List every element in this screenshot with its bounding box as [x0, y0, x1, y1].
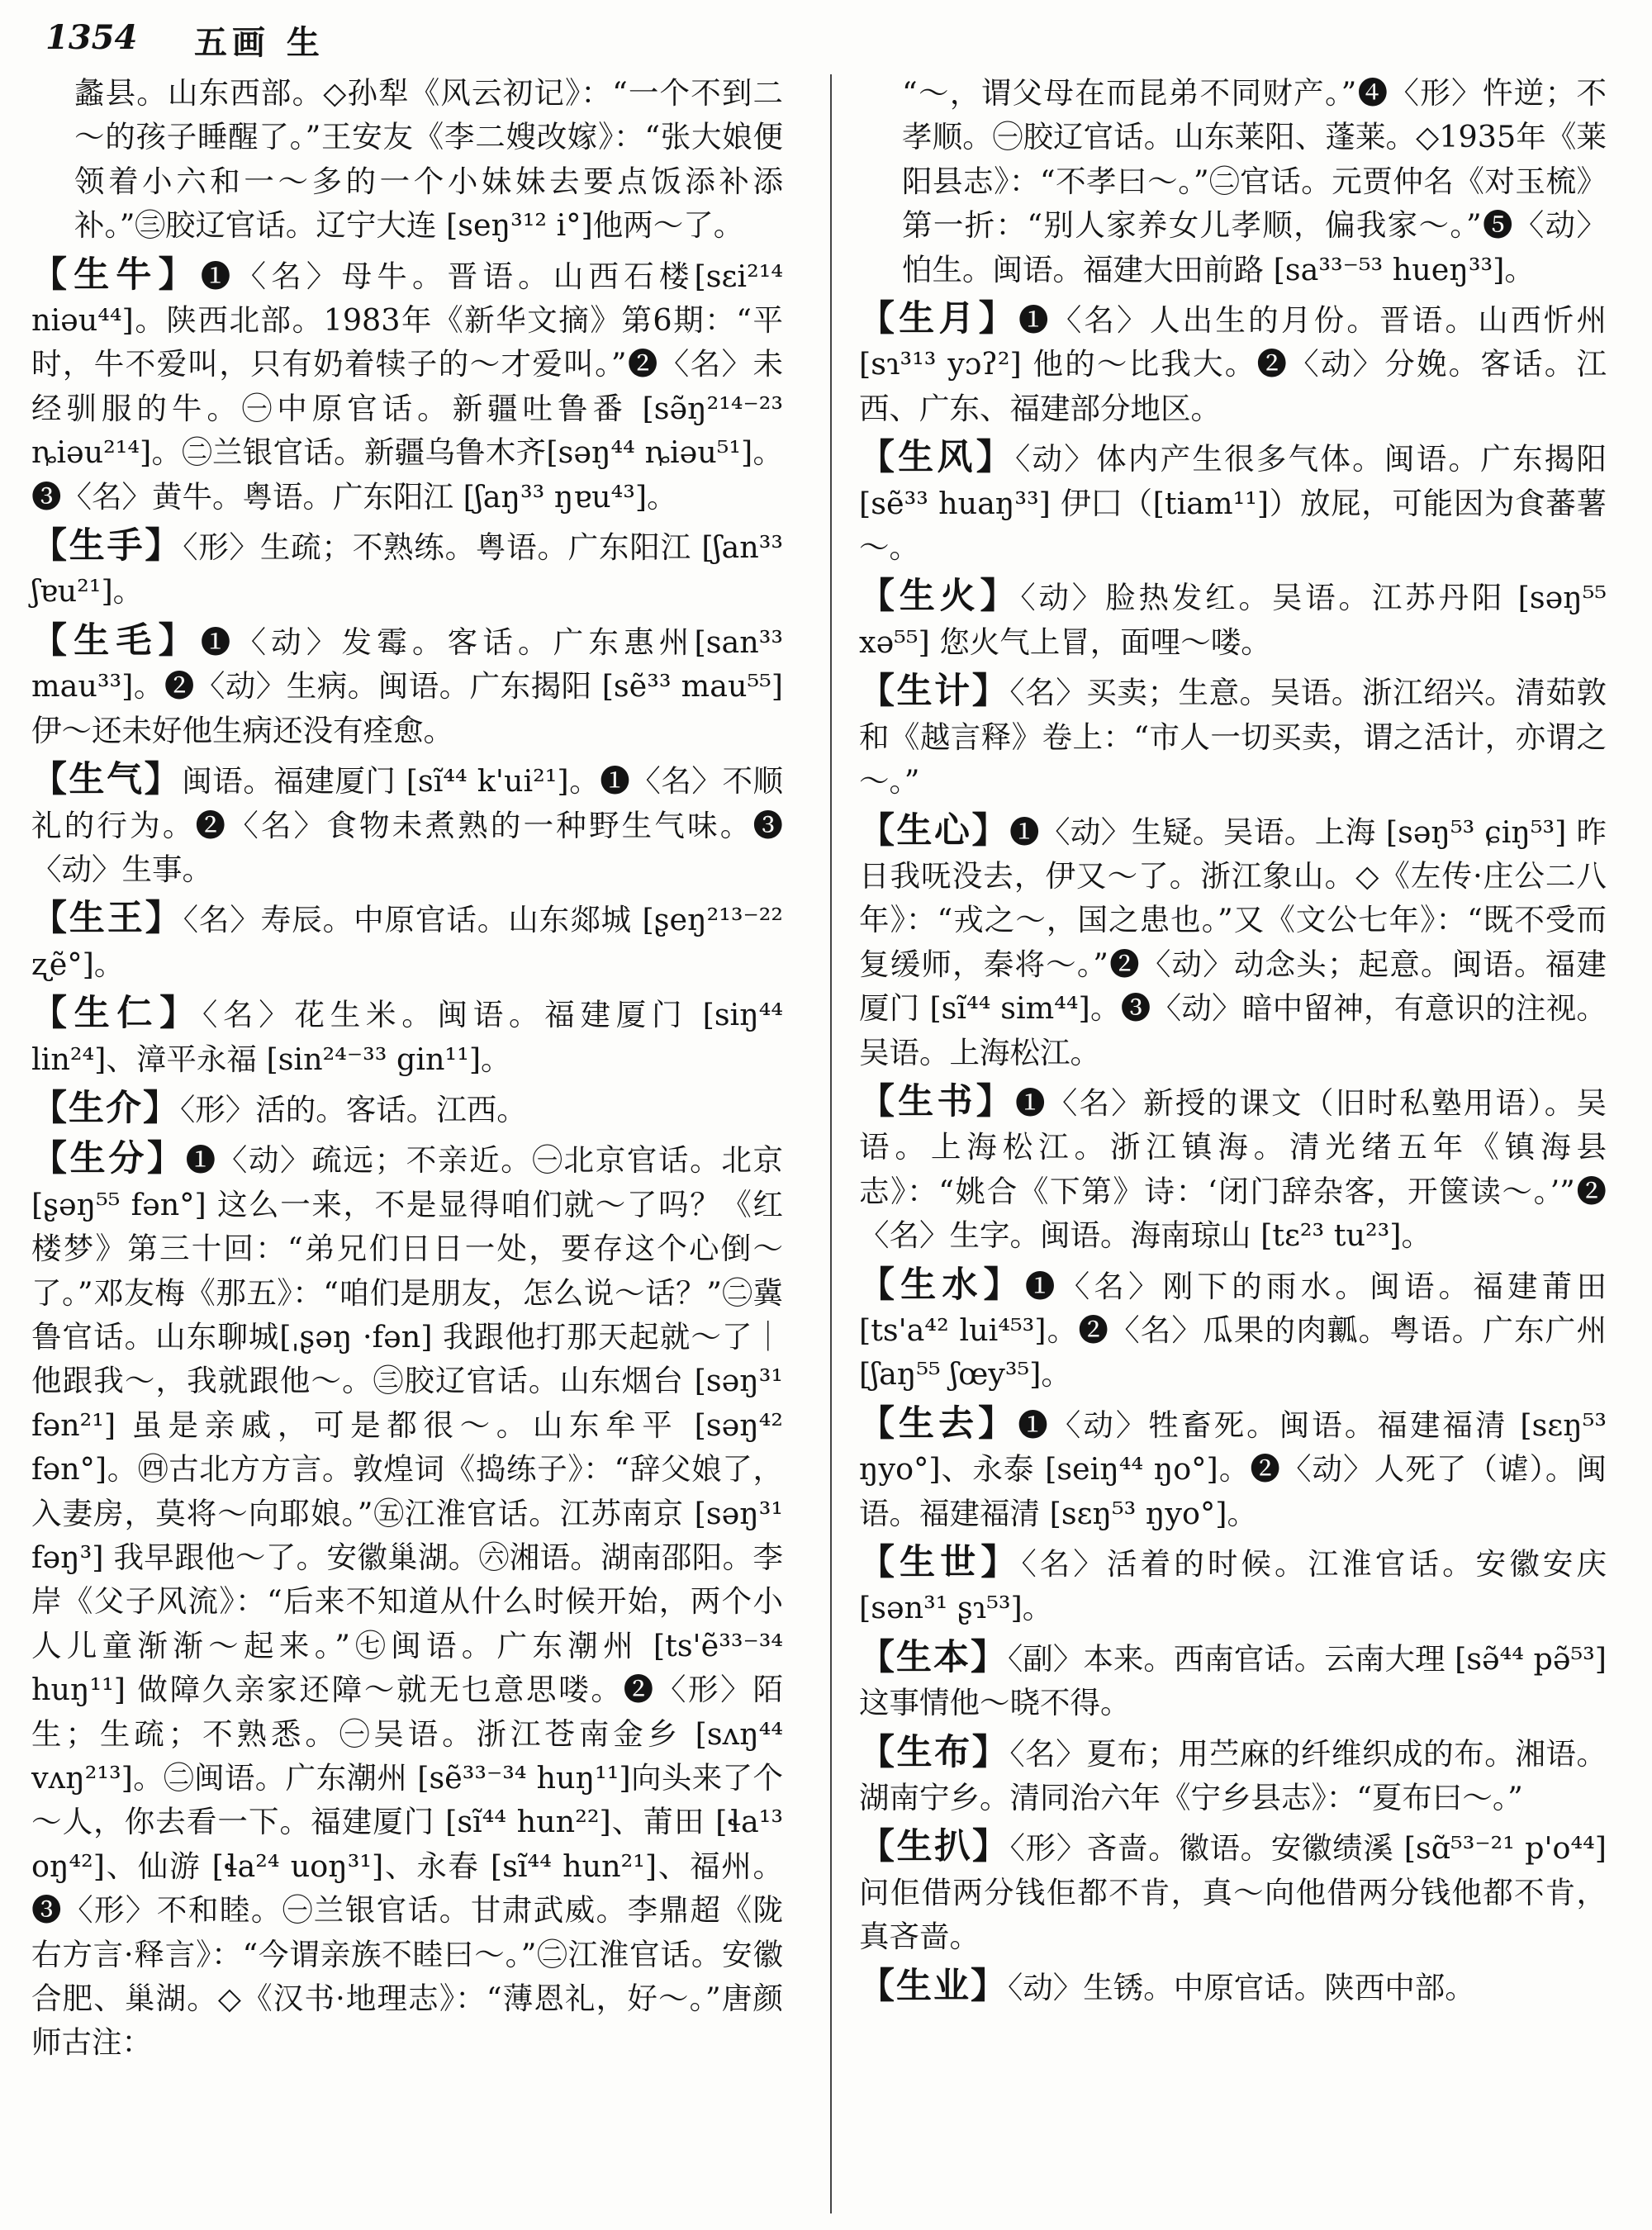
dictionary-entry	[859, 575, 1607, 664]
definition: 〈名〉买卖；生意。吴语。浙江绍兴。清茹敦和《越言释》卷上：“市人一切买卖，谓之活计，亦谓之～。”	[859, 675, 1607, 799]
headword: 【生书】	[859, 1080, 1016, 1122]
dictionary-entry	[859, 1264, 1607, 1397]
headword: 【生布】	[859, 1731, 1010, 1773]
headword: 【生本】	[859, 1636, 1009, 1678]
dictionary-entry	[31, 992, 783, 1081]
dictionary-entry	[859, 1080, 1607, 1258]
definition: 〈动〉体内产生很多气体。闽语。广东揭阳 [sẽ³³ huaŋ³³] 伊囗（[tiam¹¹]）放屁，可能因为食蕃薯～。	[859, 441, 1607, 566]
definition: ❶〈动〉生疑。吴语。上海 [səŋ⁵³ ɕiŋ⁵³] 昨日我呒没去，伊又～了。浙江象山。◇《左传·庄公二八年》：“戎之～，国之患也。”又《文公七年》：“既不受而复缓师，秦将～。”❷〈动〉动念头；起意。闽语。福建厦门 [sĩ⁴⁴ sim⁴⁴]。❸〈动〉暗中留神，有意识的注视。吴语。上海松江。	[859, 814, 1607, 1070]
headword: 【生风】	[859, 437, 1016, 479]
definition: 闽语。福建厦门 [sĩ⁴⁴ k'ui²¹]。❶〈名〉不顺礼的行为。❷〈名〉食物未煮熟的一种野生气味。❸〈动〉生事。	[31, 763, 784, 887]
dictionary-entry	[859, 809, 1607, 1075]
dictionary-entry	[859, 1825, 1607, 1958]
dictionary-entry	[859, 1402, 1607, 1535]
continued-entry	[859, 71, 1607, 292]
definition: 〈名〉夏布；用苎麻的纤维织成的布。湘语。湖南宁乡。清同治六年《宁乡县志》：“夏布曰～。”	[859, 1735, 1607, 1816]
definition: 〈动〉生锈。中原官话。陕西中部。	[1008, 1969, 1475, 2005]
definition: 〈名〉寿辰。中原官话。山东郯城 [ʂeŋ²¹³⁻²² ʐẽ°]。	[31, 902, 784, 982]
dictionary-entry	[859, 670, 1607, 803]
headword: 【生扒】	[859, 1826, 1010, 1868]
column-divider	[830, 74, 832, 2213]
definition: 〈动〉脸热发红。吴语。江苏丹阳 [səŋ⁵⁵ xə⁵⁵] 您火气上冒，面哩～喽。	[859, 580, 1607, 660]
headword: 【生心】	[859, 809, 1009, 852]
definition: 〈副〉本来。西南官话。云南大理 [sə̃⁴⁴ pə̃⁵³] 这事情他～晓不得。	[859, 1640, 1607, 1721]
dictionary-entry	[31, 897, 783, 986]
dictionary-entry	[859, 297, 1607, 430]
definition: 〈形〉活的。客话。江西。	[180, 1091, 527, 1127]
headword: 【生计】	[859, 671, 1010, 713]
dictionary-entry	[31, 1137, 783, 2065]
section-heading: 五画 生	[194, 23, 325, 62]
definition: ❶〈动〉发霉。客话。广东惠州[san³³ mau³³]。❷〈动〉生病。闽语。广东揭阳 [sẽ³³ mau⁵⁵] 伊～还未好他生病还没有痊愈。	[31, 624, 783, 748]
page-number: 1354	[45, 18, 138, 57]
right-column	[859, 71, 1607, 2015]
continued-entry	[31, 71, 783, 248]
headword: 【生牛】	[31, 254, 201, 296]
definition: ❶〈动〉疏远；不亲近。㊀北京官话。北京 [ʂəŋ⁵⁵ fən°] 这么一来，不是显得咱们就～了吗？《红楼梦》第三十回：“弟兄们日日一处，要存这个心倒～了。”邓友梅《那五》：“咱们是朋友，怎么说～话？”㊁冀鲁官话。山东聊城[ˌʂəŋ ·fən] 我跟他打那天起就～了｜他跟我～，我就跟他～。㊂胶辽官话。山东烟台 [səŋ³¹ fən²¹] 虽是亲戚，可是都很～。山东牟平 [səŋ⁴² fən°]。㊃古北方方言。敦煌词《捣练子》：“辞父娘了，入妻房，莫将～向耶娘。”㊄江淮官话。江苏南京 [səŋ³¹ fəŋ³] 我早跟他～了。安徽巢湖。㊅湘语。湖南邵阳。李岸《父子风流》：“后来不知道从什么时候开始，两个小人儿童渐渐～起来。”㊆闽语。广东潮州 [ts'ẽ³³⁻³⁴ huŋ¹¹] 做障久亲家还障～就无乜意思喽。❷〈形〉陌生；生疏；不熟悉。㊀吴语。浙江苍南金乡 [sʌŋ⁴⁴ vʌŋ²¹³]。㊁闽语。广东潮州 [sẽ³³⁻³⁴ huŋ¹¹]向头来了个～人，你去看一下。福建厦门 [sĩ⁴⁴ hun²²]、莆田 [ɬa¹³ oŋ⁴²]、仙游 [ɬa²⁴ uoŋ³¹]、永春 [sĩ⁴⁴ hun²¹]、福州。❸〈形〉不和睦。㊀兰银官话。甘肃武威。李鼎超《陇右方言·释言》：“今谓亲族不睦曰～。”㊁江淮官话。安徽合肥、巢湖。◇《汉书·地理志》：“薄恩礼，好～。”唐颜师古注：	[31, 1142, 784, 2061]
headword: 【生气】	[31, 759, 183, 801]
definition: ❶〈动〉牲畜死。闽语。福建福清 [sɛŋ⁵³ ŋyo°]、永泰 [seiŋ⁴⁴ ŋo°]。❷〈动〉人死了（谑）。闽语。福建福清 [sɛŋ⁵³ ŋyo°]。	[859, 1407, 1607, 1531]
headword: 【生去】	[859, 1402, 1018, 1445]
headword: 【生王】	[31, 898, 183, 940]
definition: 蠡县。山东西部。◇孙犁《风云初记》：“一个不到二～的孩子睡醒了。”王安友《李二嫂改嫁》：“张大娘便领着小六和一～多的一个小妹妹去要点饭添补添补。”㊂胶辽官话。辽宁大连 [seŋ³¹² i°]他两～了。	[74, 75, 783, 244]
dictionary-entry	[31, 524, 783, 614]
headword: 【生业】	[859, 1965, 1008, 2007]
dictionary-entry	[31, 254, 783, 519]
dictionary-entry	[31, 619, 783, 752]
definition: ❶〈名〉母牛。晋语。山西石楼[sɛi²¹⁴ niəu⁴⁴]。陕西北部。1983年《新华文摘》第6期：“平时，牛不爱叫，只有奶着犊子的～才爱叫。”❷〈名〉未经驯服的牛。㊀中原官话。新疆吐鲁番 [sə̃ŋ²¹⁴⁻²³ ȵiəu²¹⁴]。㊁兰银官话。新疆乌鲁木齐[səŋ⁴⁴ ȵiəu⁵¹]。❸〈名〉黄牛。粤语。广东阳江 [ʃaŋ³³ ŋɐu⁴³]。	[31, 258, 784, 515]
definition: 〈形〉吝啬。徽语。安徽绩溪 [sɑ̃⁵³⁻²¹ p'o⁴⁴] 问佢借两分钱佢都不肯，真～向他借两分钱他都不肯，真吝啬。	[859, 1830, 1607, 1955]
definition: 〈名〉活着的时候。江淮官话。安徽安庆 [sən³¹ ʂɿ⁵³]。	[859, 1546, 1607, 1626]
definition: ❶〈名〉新授的课文（旧时私塾用语）。吴语。上海松江。浙江镇海。清光绪五年《镇海县志》：“姚合《下第》诗：‘闭门辞杂客，开箧读～。’”❷〈名〉生字。闽语。海南琼山 [tɛ²³ tu²³]。	[859, 1084, 1607, 1254]
definition: 〈名〉花生米。闽语。福建厦门 [siŋ⁴⁴ lin²⁴]、漳平永福 [sin²⁴⁻³³ gin¹¹]。	[31, 997, 783, 1077]
definition: ❶〈名〉刚下的雨水。闽语。福建莆田 [ts'a⁴² lui⁴⁵³]。❷〈名〉瓜果的肉瓤。粤语。广东广州 [ʃaŋ⁵⁵ ʃœy³⁵]。	[859, 1268, 1607, 1393]
headword: 【生手】	[31, 525, 183, 567]
headword: 【生介】	[31, 1087, 180, 1129]
definition: “～，谓父母在而昆弟不同财产。”❹〈形〉忤逆；不孝顺。㊀胶辽官话。山东莱阳、蓬莱。◇1935年《莱阳县志》：“不孝曰～。”㊁官话。元贾仲名《对玉梳》第一折：“别人家养女儿孝顺，偏我家～。”❺〈动〉怕生。闽语。福建大田前路 [sa³³⁻⁵³ hueŋ³³]。	[902, 75, 1607, 287]
dictionary-entry	[859, 1541, 1607, 1630]
definition: ❶〈名〉人出生的月份。晋语。山西忻州 [sɿ³¹³ yɔʔ²] 他的～比我大。❷〈动〉分娩。客话。江西、广东、福建部分地区。	[859, 302, 1607, 426]
dictionary-entry	[859, 1965, 1607, 2009]
headword: 【生世】	[859, 1542, 1022, 1583]
page-header	[45, 12, 1615, 69]
definition: 〈形〉生疏；不熟练。粤语。广东阳江 [ʃan³³ ʃɐu²¹]。	[31, 529, 784, 610]
left-column	[31, 71, 783, 2071]
headword: 【生火】	[859, 576, 1021, 618]
headword: 【生仁】	[31, 993, 202, 1035]
dictionary-entry	[859, 1636, 1607, 1725]
headword: 【生水】	[859, 1264, 1025, 1306]
dictionary-entry	[31, 1087, 783, 1132]
headword: 【生毛】	[31, 619, 201, 662]
headword: 【生分】	[31, 1138, 186, 1180]
dictionary-entry	[859, 1731, 1607, 1820]
headword: 【生月】	[859, 298, 1018, 340]
dictionary-entry	[31, 758, 783, 891]
dictionary-entry	[859, 436, 1607, 569]
